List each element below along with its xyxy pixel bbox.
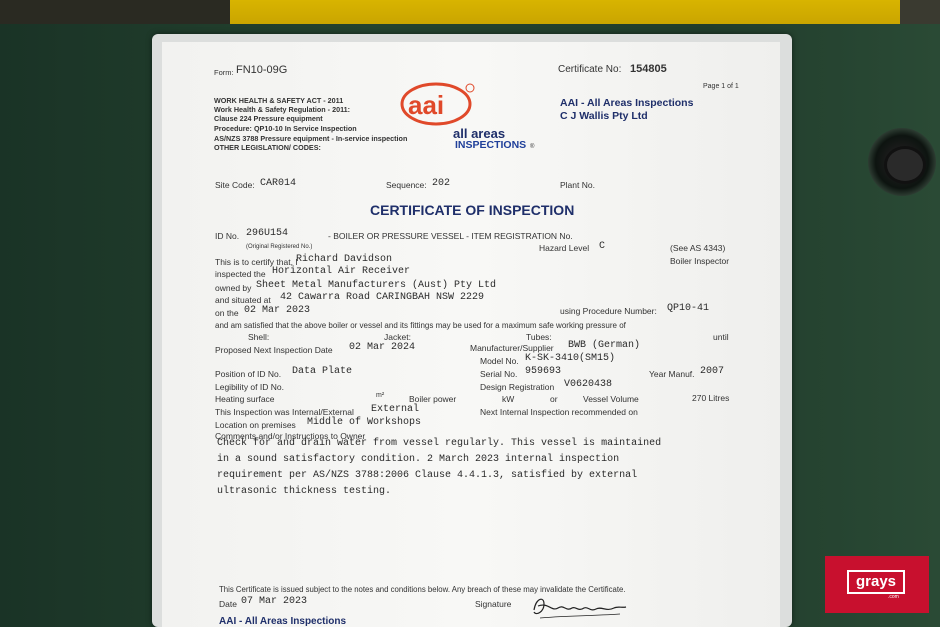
notes-conditions: This Certificate is issued subject to the notes and conditions below. Any breach of these may invalidate the Certificate. [219,585,626,594]
certify-label: This is to certify that, I [215,257,298,267]
next-internal-label: Next Internal Inspection recommended on [480,407,638,417]
comments-line-2: in a sound satisfactory condition. 2 March 2023 internal inspection [217,454,620,465]
position-label: Position of ID No. [215,369,282,379]
cert-no: 154805 [630,63,667,75]
id-no: 296U154 [246,228,289,239]
yellow-machine-top [0,0,940,26]
issue-date: 07 Mar 2023 [241,596,308,607]
logo-registered-mark: ® [530,144,535,150]
comments-line-4: ultrasonic thickness testing. [217,486,392,497]
company-name: AAI - All Areas Inspections [560,97,694,109]
site-code: CAR014 [260,178,297,189]
situated-label: and situated at [215,295,271,305]
tubes-label: Tubes: [526,332,552,342]
kw-unit: kW [502,394,515,404]
handwritten-signature-icon [530,592,630,622]
next-inspection-label: Proposed Next Inspection Date [215,345,333,355]
hazard-level: C [599,241,606,252]
next-inspection-date: 02 Mar 2024 [349,342,416,353]
serial-number: 959693 [525,366,562,377]
comments-line-1: Check for and drain water from vessel regularly. This vessel is maintained [217,438,662,449]
logo-mark-text: aai [408,90,445,120]
footer-company-name: AAI - All Areas Inspections [219,616,347,627]
equipment-type: Horizontal Air Receiver [272,266,411,277]
legislation-line-4: Procedure: QP10-10 In Service Inspection [214,124,357,133]
dark-gap [0,0,230,26]
date-label: Date [219,599,237,609]
location-label: Location on premises [215,420,296,430]
on-the-label: on the [215,308,239,318]
design-registration: V0620438 [564,379,613,390]
certificate-document [162,42,780,627]
legislation-line-3: Clause 224 Pressure equipment [214,114,323,123]
internal-external: External [371,404,420,415]
vessel-description: - BOILER OR PRESSURE VESSEL - ITEM REGISTRATION No. [328,231,573,241]
grays-watermark-logo [825,556,929,613]
legislation-line-1: WORK HEALTH & SAFETY ACT - 2011 [214,96,344,105]
or-label: or [550,394,558,404]
aai-logo-icon [400,80,476,126]
legislation-line-6: OTHER LEGISLATION/ CODES: [214,143,321,152]
certificate-title: CERTIFICATE OF INSPECTION [370,202,575,218]
serial-label: Serial No. [480,369,518,379]
model-number: K-SK-3410(SM15) [525,353,616,364]
grays-domain: .com [888,594,899,600]
address: 42 Cawarra Road CARINGBAH NSW 2229 [280,292,485,303]
original-registered-label: (Original Registered No.) [246,244,313,250]
owner-name: Sheet Metal Manufacturers (Aust) Pty Ltd [256,280,497,291]
internal-external-label: This Inspection was Internal/External [215,407,354,417]
sequence: 202 [432,178,451,189]
dark-gap-right [900,0,940,26]
satisfied-text: and am satisfied that the above boiler or vessel and its fittings may be used for a maximum safe working pressure of [215,321,626,330]
heating-surface-label: Heating surface [215,394,275,404]
year-manuf-label: Year Manuf. [649,369,695,379]
inspected-label: inspected the [215,269,266,279]
page-number: Page 1 of 1 [703,83,739,90]
sequence-label: Sequence: [386,180,427,190]
year-manufactured: 2007 [700,366,725,377]
legislation-line-2: Work Health & Safety Regulation - 2011: [214,105,351,114]
lock-keyhole-icon [884,146,926,184]
design-registration-label: Design Registration [480,382,555,392]
form-no: FN10-09G [236,64,288,76]
comments-line-3: requirement per AS/NZS 3788:2006 Clause 4.4.1.3, satisfied by external [217,470,638,481]
boiler-power-label: Boiler power [409,394,457,404]
procedure-number: QP10-41 [667,303,710,314]
comments-label: Comments and/or Instructions to Owner [215,431,366,441]
manufacturer-label: Manufacturer/Supplier [470,343,554,353]
inspector-name: Richard Davidson [296,254,393,265]
procedure-label: using Procedure Number: [560,306,657,316]
form-no-label: Form: [214,68,234,77]
signature-label: Signature [475,599,512,609]
jacket-label: Jacket: [384,332,411,342]
id-position: Data Plate [292,366,353,377]
logo-text-line2: INSPECTIONS [455,139,527,151]
location: Middle of Workshops [307,417,422,428]
cert-no-label: Certificate No: [558,64,622,75]
vessel-volume: 270 Litres [692,393,730,403]
company-subname: C J Wallis Pty Ltd [560,110,648,122]
shell-label: Shell: [248,332,270,342]
plant-no-label: Plant No. [560,180,595,190]
legibility-label: Legibility of ID No. [215,382,284,392]
boiler-inspector-label: Boiler Inspector [670,256,730,266]
manufacturer: BWB (German) [568,340,641,351]
legislation-line-5: AS/NZS 3788 Pressure equipment - In-service inspection [214,134,408,143]
see-as-4343: (See AS 4343) [670,243,726,253]
id-no-label: ID No. [215,231,240,241]
site-code-label: Site Code: [215,180,255,190]
grays-brand: grays [847,570,905,594]
owned-by-label: owned by [215,283,252,293]
model-label: Model No. [480,356,519,366]
vessel-volume-label: Vessel Volume [583,394,639,404]
logo-text-line1: all areas [453,126,506,141]
until-label: until [713,332,729,342]
m2-unit: m² [376,392,385,399]
inspection-date: 02 Mar 2023 [244,305,311,316]
hazard-level-label: Hazard Level [539,243,590,253]
